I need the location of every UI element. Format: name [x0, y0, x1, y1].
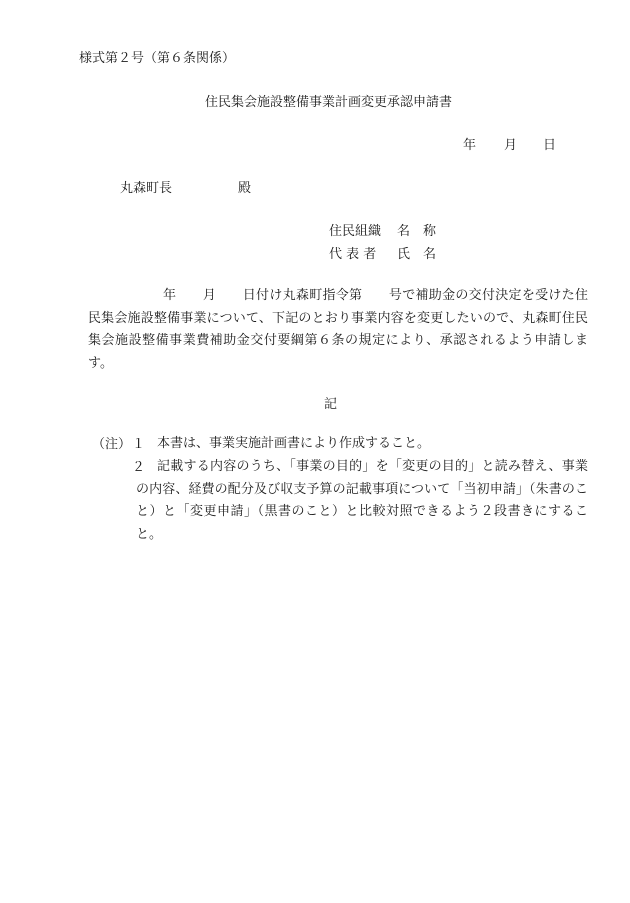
note-text-1: 本書は、事業実施計画書により作成すること。 — [157, 436, 431, 451]
form-label: 様式第２号（第６条関係） — [79, 51, 236, 66]
applicant-rep-name-label: 氏 名 — [397, 247, 437, 262]
document-title: 住民集会施設整備事業計画変更承認申請書 — [205, 95, 453, 110]
note-number-2: ２ — [132, 460, 146, 475]
ki-heading: 記 — [324, 397, 338, 412]
note-text-2: 記載する内容のうち、「事業の目的」を「変更の目的」と読み替え、事業の内容、経費の配分及び収支予算の記載事項について「当初申請」（朱書のこと）と「変更申請」（黒書のこと）と比較対照できるよう２段書きにすること。 — [136, 459, 588, 542]
date-year: 年 — [463, 138, 477, 153]
applicant-rep-label: 代 表 者 — [329, 247, 377, 262]
note-number-1: １ — [132, 437, 146, 452]
notes-label: （注） — [92, 437, 132, 452]
addressee-name: 丸森町長 — [120, 181, 173, 196]
date-month: 月 — [504, 138, 518, 153]
addressee-honorific: 殿 — [238, 181, 252, 196]
applicant-org-label: 住民組織 — [329, 224, 382, 239]
applicant-name-label: 名 称 — [397, 224, 437, 239]
body-paragraph — [88, 285, 588, 375]
date-day: 日 — [543, 138, 557, 153]
notes-section — [0, 433, 630, 553]
body-paragraph-text: 年 月 日付け丸森町指令第 号で補助金の交付決定を受けた住民集会施設整備事業について、下記のとおり事業内容を変更したいので、丸森町住民集会施設整備事業費補助金交付要綱第６条の規定により、承認されるよう申請します。 — [88, 288, 588, 371]
